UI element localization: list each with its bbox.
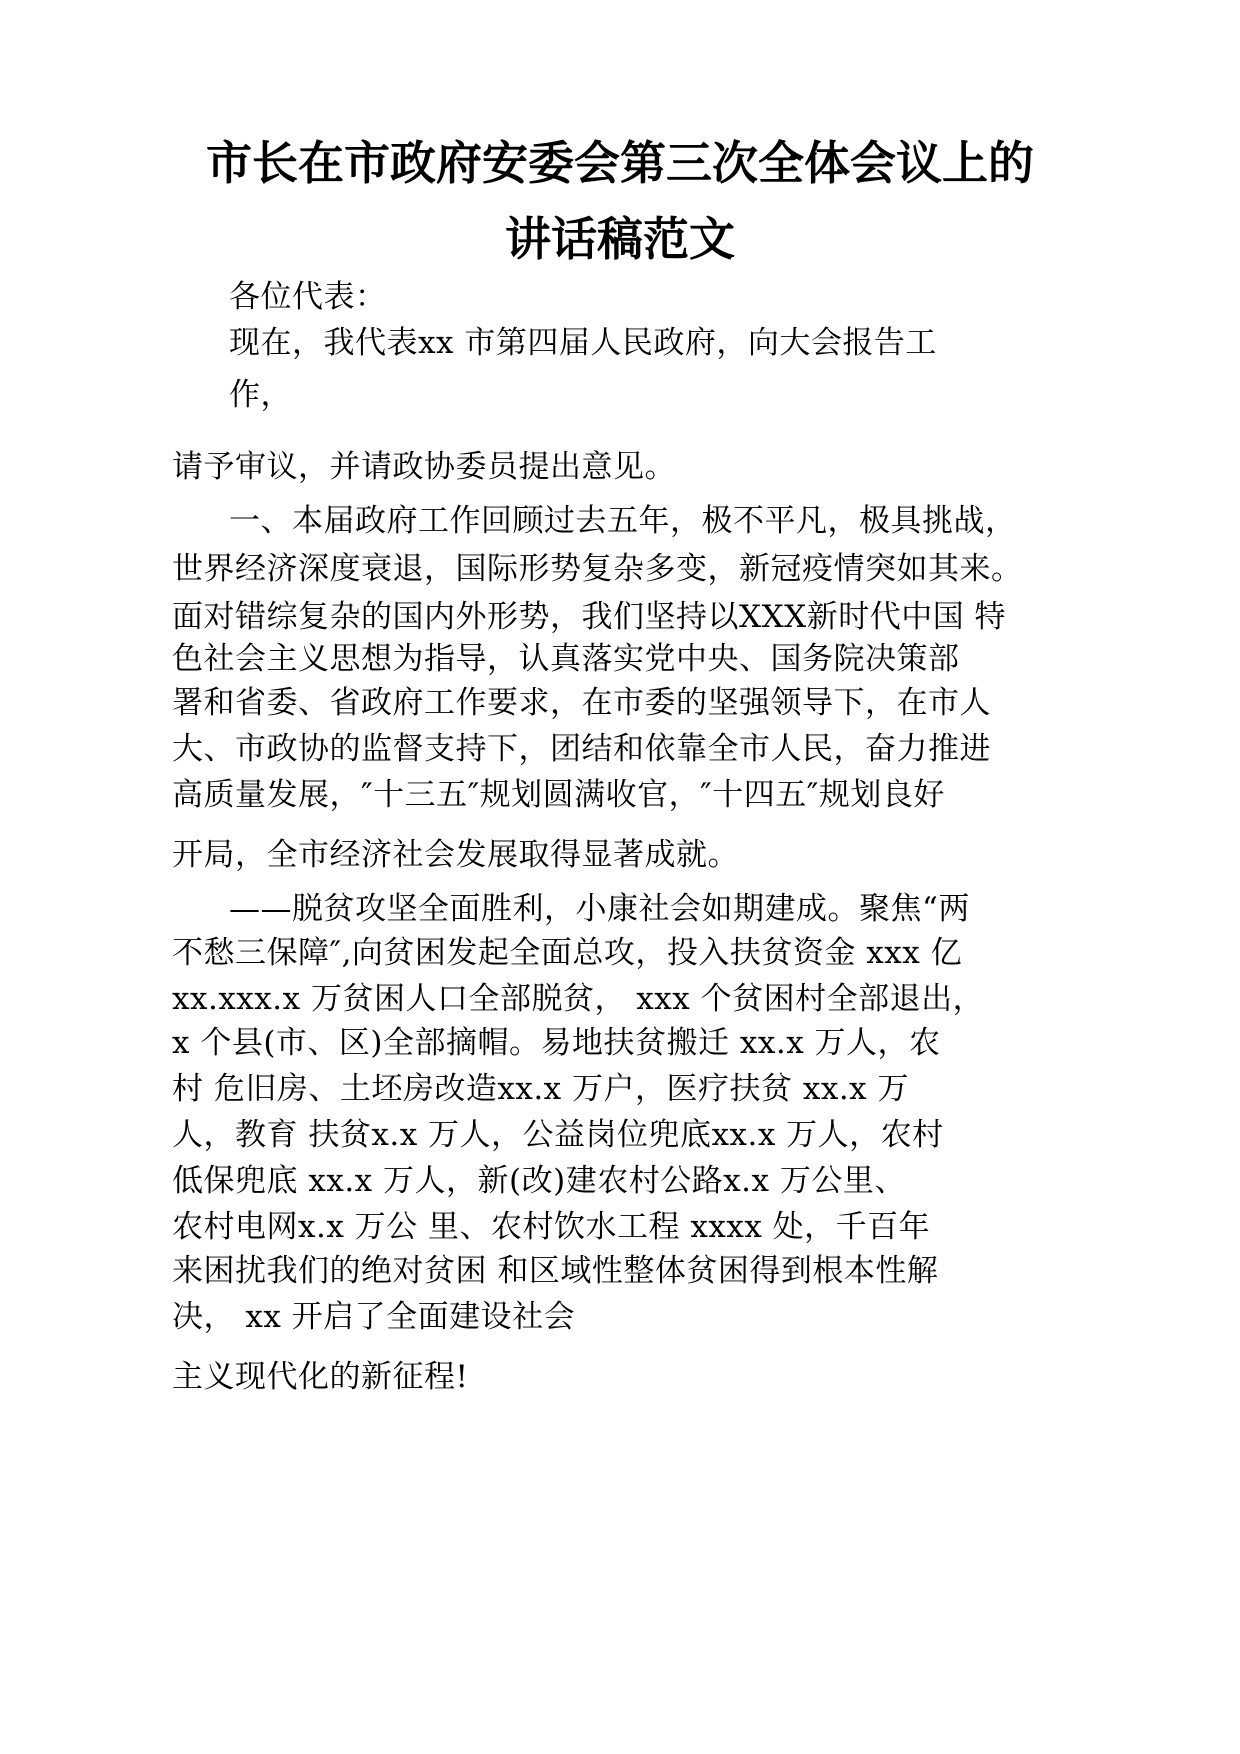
body-line: 世界经济深度衰退，国际形势复杂多变，新冠疫情突如其来。 xyxy=(172,551,1023,587)
body-line: 低保兜底 xx.x 万人，新(改)建农村公路x.x 万公里、 xyxy=(172,1163,906,1199)
body-line: 大、市政协的监督支持下，团结和依靠全市人民，奋力推进 xyxy=(172,731,991,767)
body-line: 作， xyxy=(229,377,292,413)
body-line: 开局，全市经济社会发展取得显著成就。 xyxy=(172,837,739,873)
body-line: 主义现代化的新征程! xyxy=(172,1359,469,1395)
document-title-line-1: 市长在市政府安委会第三次全体会议上的 xyxy=(206,136,1034,190)
body-line: 人，教育 扶贫x.x 万人，公益岗位兜底xx.x 万人，农村 xyxy=(172,1117,944,1153)
body-line: 来困扰我们的绝对贫困 和区域性整体贫困得到根本性解 xyxy=(172,1253,939,1289)
body-line: xx.xxx.x 万贫困人口全部脱贫， xxx 个贫困村全部退出， xyxy=(172,981,985,1017)
body-line: 署和省委、省政府工作要求，在市委的坚强领导下，在市人 xyxy=(172,685,991,721)
body-line: 面对错综复杂的国内外形势，我们坚持以XXX新时代中国 特 xyxy=(172,599,1007,635)
body-line: 一、本届政府工作回顾过去五年，极不平凡，极具挑战， xyxy=(229,503,1017,539)
body-line: 现在，我代表xx 市第四届人民政府，向大会报告工 xyxy=(229,325,937,361)
body-line: 色社会主义思想为指导，认真落实党中央、国务院决策部 xyxy=(172,641,960,677)
document-title-line-2: 讲话稿范文 xyxy=(505,212,735,266)
body-line: 农村电网x.x 万公 里、农村饮水工程 xxxx 处，千百年 xyxy=(172,1209,931,1245)
body-line: 高质量发展，″十三五″规划圆满收官，″十四五″规划良好 xyxy=(172,777,945,813)
salutation: 各位代表： xyxy=(229,279,387,315)
body-line: x 个县(市、区)全部摘帽。易地扶贫搬迁 xx.x 万人，农 xyxy=(172,1025,941,1061)
body-line: ——脱贫攻坚全面胜利，小康社会如期建成。聚焦“两 xyxy=(229,891,970,927)
body-line: 请予审议，并请政协委员提出意见。 xyxy=(172,449,676,485)
body-line: 不愁三保障″,向贫困发起全面总攻，投入扶贫资金 xxx 亿 xyxy=(172,935,963,971)
body-line: 村 危旧房、土坯房改造xx.x 万户，医疗扶贫 xx.x 万 xyxy=(172,1071,910,1107)
body-line: 决， xx 开启了全面建设社会 xyxy=(172,1299,576,1335)
